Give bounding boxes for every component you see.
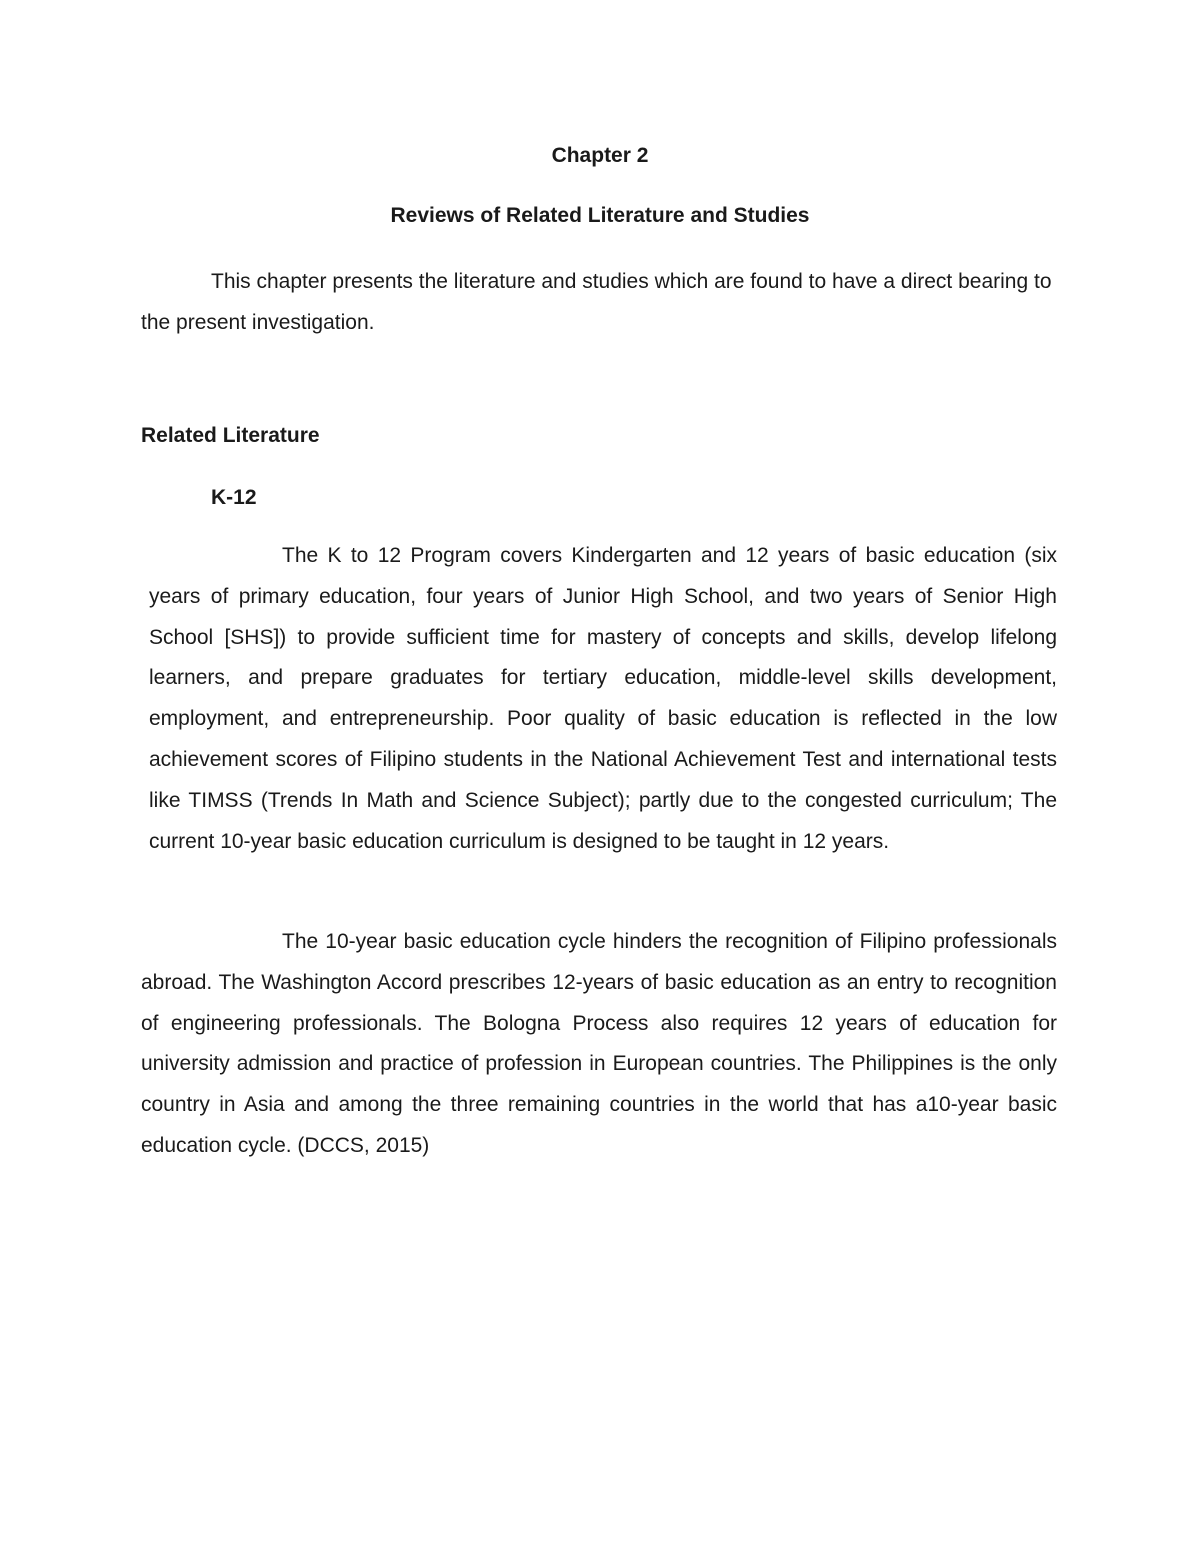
intro-paragraph: This chapter presents the literature and studies which are found to have a direct bearing to the present investigation.: [141, 270, 1052, 334]
subsection-heading: K-12: [211, 486, 257, 509]
section-heading: Related Literature: [141, 424, 320, 447]
body-paragraph: The 10-year basic education cycle hinders the recognition of Filipino professionals abroad. The Washington Accord prescribes 12-years of basic education as an entry to recognition of engineering professionals. The Bologna Process also requires 12 years of education for university admission and practice of profession in European countries. The Philippines is the only country in Asia and among the three remaining countries in the world that has a10-year basic education cycle. (DCCS, 2015): [141, 930, 1057, 1157]
chapter-title: Chapter 2: [551, 144, 649, 167]
chapter-subtitle: Reviews of Related Literature and Studies: [390, 204, 810, 227]
body-paragraph: The K to 12 Program covers Kindergarten and 12 years of basic education (six years of primary education, four years of Junior High School, and two years of Senior High School [SHS]) to provide sufficient time for mastery of concepts and skills, develop lifelong learners, and prepare graduates for tertiary education, middle-level skills development, employment, and entrepreneurship. Poor quality of basic education is reflected in the low achievement scores of Filipino students in the National Achievement Test and international tests like TIMSS (Trends In Math and Science Subject); partly due to the congested curriculum; The current 10-year basic education curriculum is designed to be taught in 12 years.: [149, 544, 1057, 853]
